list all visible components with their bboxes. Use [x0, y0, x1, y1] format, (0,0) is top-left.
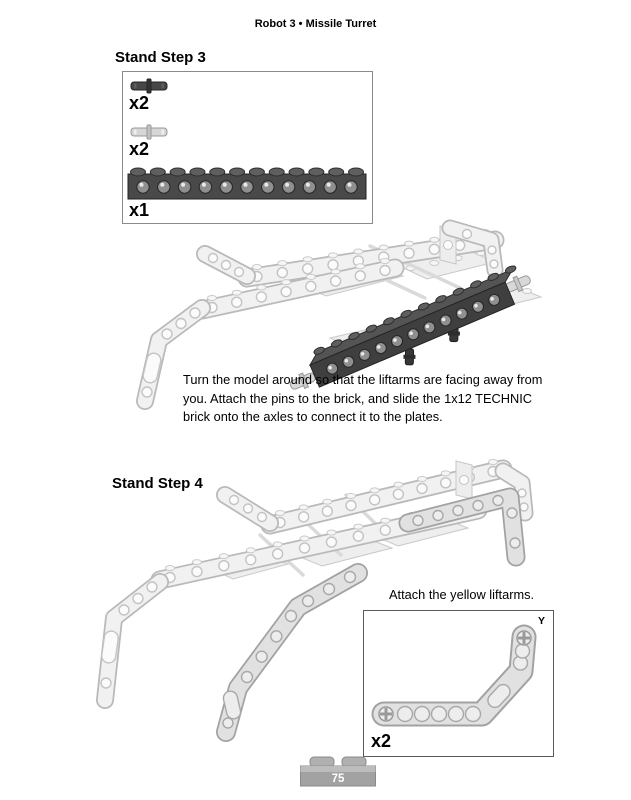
light-pin-count: x2	[129, 139, 150, 159]
step4-caption: Attach the yellow liftarms.	[389, 587, 535, 602]
left-leg-end-hole	[142, 387, 152, 397]
step3-caption-line3: brick onto the axles to connect it to the plates.	[183, 409, 443, 424]
yellow-liftarm-front-end-hole	[223, 718, 233, 728]
bent-liftarm-image	[364, 611, 553, 756]
bent-liftarm-holes-long	[398, 707, 481, 722]
bent-liftarm-holes-short	[514, 644, 530, 670]
plate-top-highlight	[301, 766, 376, 772]
step3-caption-line2: you. Attach the pins to the brick, and slide the 1x12 TECHNIC	[183, 390, 533, 406]
step4-title: Stand Step 4	[112, 475, 203, 492]
step3-parts-box	[122, 71, 373, 224]
step3-caption-line1: Turn the model around so that the liftarms are facing away from	[183, 372, 543, 387]
right-corner-hole	[463, 230, 472, 239]
left-leg-end-hole	[101, 678, 111, 688]
bent-liftarm-count: x2	[371, 731, 392, 751]
page-number-plate	[300, 755, 376, 788]
step3-caption	[183, 371, 542, 427]
part-color-tag: Y	[537, 615, 545, 627]
step3-title: Stand Step 3	[115, 49, 206, 66]
yellow-liftarm-front-outline	[226, 573, 358, 732]
step4-parts-box	[363, 610, 554, 757]
page-number: 75	[331, 773, 345, 785]
page-header: Robot 3 • Missile Turret	[254, 18, 377, 30]
dark-pin-count: x2	[129, 93, 150, 113]
vertical-brick-hole	[460, 476, 469, 485]
brick-1x12-count: x1	[129, 200, 150, 220]
yellow-liftarm-front	[226, 573, 358, 732]
brick-1x12-image	[127, 166, 367, 200]
vertical-brick-hole	[444, 241, 453, 250]
